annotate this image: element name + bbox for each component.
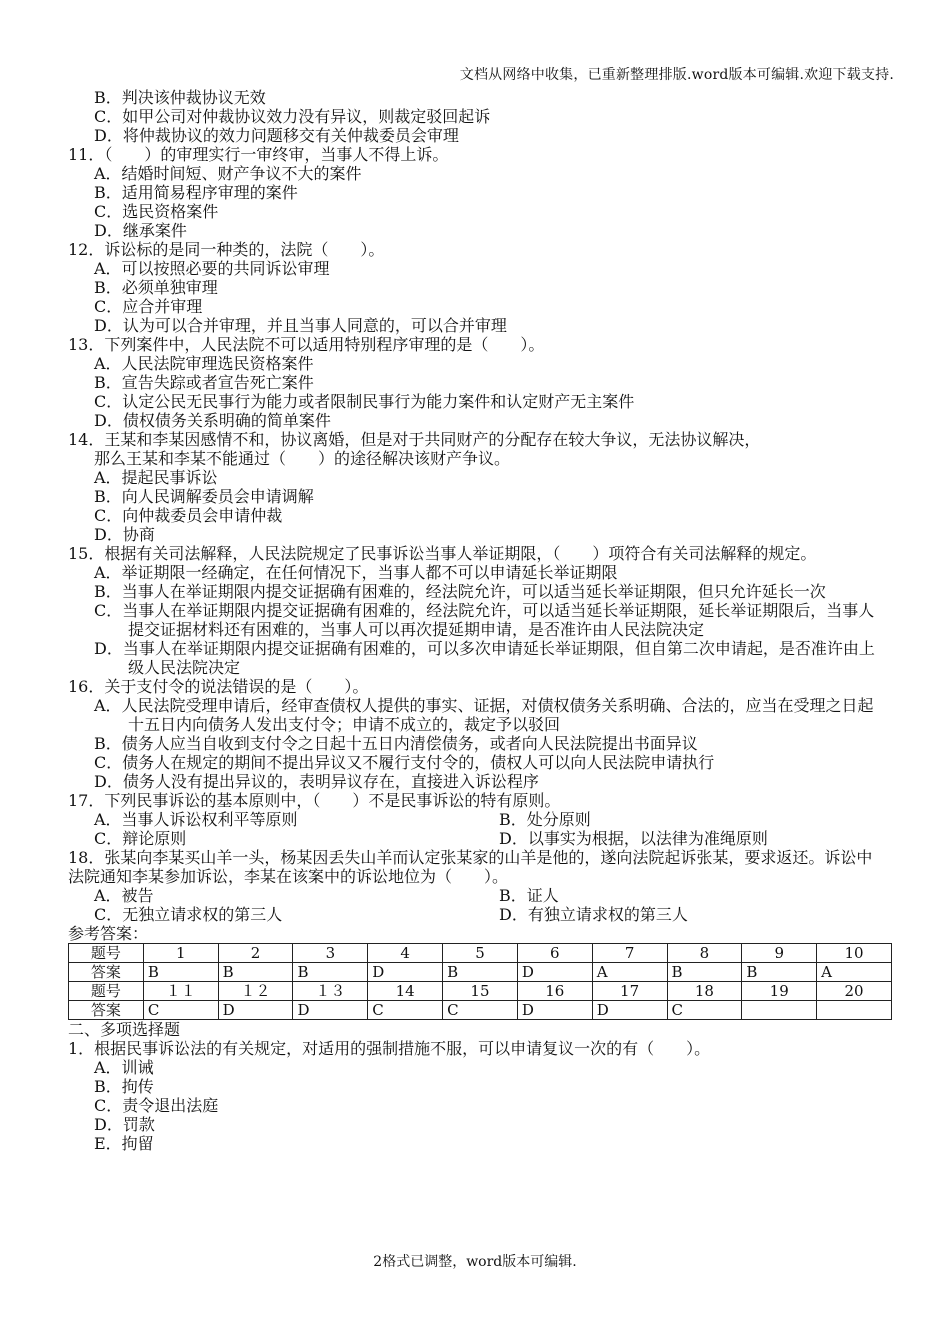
table-cell: 7 xyxy=(592,944,667,963)
table-cell: C xyxy=(368,1001,443,1020)
question-16: 16．关于支付令的说法错误的是（ ）。 xyxy=(68,677,369,696)
header-note: 文档从网络中收集，已重新整理排版.word版本可编辑.欢迎下载支持. xyxy=(459,67,894,83)
table-row xyxy=(69,982,892,1001)
list-item: D．罚款 xyxy=(94,1115,155,1134)
list-item: D．债务人没有提出异议的，表明异议存在，直接进入诉讼程序 xyxy=(94,772,539,791)
table-cell: A xyxy=(817,963,892,982)
table-cell: B xyxy=(443,963,518,982)
table-cell: 4 xyxy=(368,944,443,963)
table-cell: D xyxy=(517,963,592,982)
table-cell: 8 xyxy=(667,944,742,963)
list-item: D．继承案件 xyxy=(94,221,187,240)
table-cell: B xyxy=(742,963,817,982)
options-row xyxy=(68,905,888,924)
table-cell: B xyxy=(293,963,368,982)
answer-table xyxy=(68,943,892,1020)
table-cell: 9 xyxy=(742,944,817,963)
table-cell: １３ xyxy=(293,982,368,1001)
list-item: C．当事人在举证期限内提交证据确有困难的，经法院允许，可以适当延长举证期限，延长举证期限后，当事人提交证据材料还有困难的，当事人可以再次提延期申请，是否准许由人民法院决定 xyxy=(94,601,875,639)
table-cell: １２ xyxy=(218,982,293,1001)
table-cell: 题号 xyxy=(69,944,144,963)
table-row xyxy=(69,944,892,963)
table-cell xyxy=(742,1001,817,1020)
table-cell: A xyxy=(592,963,667,982)
list-item: C．债务人在规定的期间不提出异议又不履行支付令的，债权人可以向人民法院申请执行 xyxy=(94,753,715,772)
list-item: B．当事人在举证期限内提交证据确有困难的，经法院允许，可以适当延长举证期限，但只允许延长一次 xyxy=(94,582,826,601)
list-item: C．选民资格案件 xyxy=(94,202,219,221)
document-body xyxy=(68,88,888,1153)
table-cell: B xyxy=(143,963,218,982)
list-item: D．将仲裁协议的效力问题移交有关仲裁委员会审理 xyxy=(94,126,459,145)
table-cell: D xyxy=(368,963,443,982)
list-item: E．拘留 xyxy=(94,1134,154,1153)
table-row xyxy=(69,1001,892,1020)
table-cell: 18 xyxy=(667,982,742,1001)
list-item: C．应合并审理 xyxy=(94,297,203,316)
table-cell: D xyxy=(293,1001,368,1020)
list-item: D．认为可以合并审理，并且当事人同意的，可以合并审理 xyxy=(94,316,507,335)
table-cell: 3 xyxy=(293,944,368,963)
question-14-cont: 那么王某和李某不能通过（ ）的途径解决该财产争议。 xyxy=(94,449,511,468)
list-item: D．有独立请求权的第三人 xyxy=(499,905,688,924)
table-cell: 2 xyxy=(218,944,293,963)
question-17: 17．下列民事诉讼的基本原则中，（ ）不是民事诉讼的特有原则。 xyxy=(68,791,561,810)
list-item: A．提起民事诉讼 xyxy=(94,468,218,487)
list-item: A．结婚时间短、财产争议不大的案件 xyxy=(94,164,362,183)
table-cell: 答案 xyxy=(69,963,144,982)
list-item: D．以事实为根据，以法律为准绳原则 xyxy=(499,829,768,848)
table-cell: 答案 xyxy=(69,1001,144,1020)
table-cell: 10 xyxy=(817,944,892,963)
table-cell: 5 xyxy=(443,944,518,963)
list-item: A．训诫 xyxy=(94,1058,154,1077)
question-11: 11．（ ）的审理实行一审终审，当事人不得上诉。 xyxy=(68,145,449,164)
list-item: B．证人 xyxy=(499,886,559,905)
list-item: B．处分原则 xyxy=(499,810,591,829)
options-row xyxy=(68,886,888,905)
table-cell: 16 xyxy=(517,982,592,1001)
table-cell: 题号 xyxy=(69,982,144,1001)
question-14: 14．王某和李某因感情不和，协议离婚，但是对于共同财产的分配存在较大争议，无法协议解决， xyxy=(68,430,761,449)
list-item: B．向人民调解委员会申请调解 xyxy=(94,487,314,506)
list-item: D．债权债务关系明确的简单案件 xyxy=(94,411,331,430)
footer-note: 2格式已调整，word版本可编辑. xyxy=(373,1254,577,1270)
answers-label: 参考答案： xyxy=(68,924,149,943)
table-cell: 19 xyxy=(742,982,817,1001)
table-cell: 1 xyxy=(143,944,218,963)
table-cell: B xyxy=(218,963,293,982)
list-item: B．债务人应当自收到支付令之日起十五日内清偿债务，或者向人民法院提出书面异议 xyxy=(94,734,698,753)
table-cell: C xyxy=(667,1001,742,1020)
list-item: B．适用简易程序审理的案件 xyxy=(94,183,298,202)
table-cell: 14 xyxy=(368,982,443,1001)
list-item: A．当事人诉讼权利平等原则 xyxy=(94,810,298,829)
list-item: C．认定公民无民事行为能力或者限制民事行为能力案件和认定财产无主案件 xyxy=(94,392,635,411)
list-item: C．如甲公司对仲裁协议效力没有异议，则裁定驳回起诉 xyxy=(94,107,491,126)
table-cell: D xyxy=(218,1001,293,1020)
table-cell: 6 xyxy=(517,944,592,963)
table-cell: C xyxy=(143,1001,218,1020)
list-item: B．判决该仲裁协议无效 xyxy=(94,88,266,107)
list-item: A．人民法院审理选民资格案件 xyxy=(94,354,314,373)
table-cell: １１ xyxy=(143,982,218,1001)
list-item: C．无独立请求权的第三人 xyxy=(94,905,283,924)
question-13: 13．下列案件中，人民法院不可以适用特别程序审理的是（ ）。 xyxy=(68,335,545,354)
table-cell xyxy=(817,1001,892,1020)
options-row xyxy=(68,829,888,848)
question-15: 15．根据有关司法解释，人民法院规定了民事诉讼当事人举证期限，（ ）项符合有关司法解释的规定。 xyxy=(68,544,817,563)
list-item: A．举证期限一经确定，在任何情况下，当事人都不可以申请延长举证期限 xyxy=(94,563,618,582)
list-item: C．责令退出法庭 xyxy=(94,1096,219,1115)
list-item: B．必须单独审理 xyxy=(94,278,218,297)
list-item: B．宣告失踪或者宣告死亡案件 xyxy=(94,373,314,392)
list-item: A．可以按照必要的共同诉讼审理 xyxy=(94,259,330,278)
list-item: A．被告 xyxy=(94,886,154,905)
question-18: 18．张某向李某买山羊一头，杨某因丢失山羊而认定张某家的山羊是他的，遂向法院起诉张某，要求返还。诉讼中法院通知李某参加诉讼，李某在该案中的诉讼地位为（ ）。 xyxy=(68,848,873,886)
list-item: C．向仲裁委员会申请仲裁 xyxy=(94,506,283,525)
table-cell: D xyxy=(517,1001,592,1020)
list-item: D．当事人在举证期限内提交证据确有困难的，可以多次申请延长举证期限，但自第二次申请起，是否准许由上级人民法院决定 xyxy=(94,639,875,677)
list-item: D．协商 xyxy=(94,525,155,544)
table-cell: B xyxy=(667,963,742,982)
table-row xyxy=(69,963,892,982)
section-title: 二、多项选择题 xyxy=(68,1020,181,1039)
question-multi-1: 1．根据民事诉讼法的有关规定，对适用的强制措施不服，可以申请复议一次的有（ ）。 xyxy=(68,1039,711,1058)
list-item: A．人民法院受理申请后，经审查债权人提供的事实、证据，对债权债务关系明确、合法的，应当在受理之日起十五日内向债务人发出支付令；申请不成立的，裁定予以驳回 xyxy=(94,696,874,734)
list-item: B．拘传 xyxy=(94,1077,154,1096)
table-cell: 15 xyxy=(443,982,518,1001)
table-cell: 20 xyxy=(817,982,892,1001)
question-12: 12．诉讼标的是同一种类的，法院（ ）。 xyxy=(68,240,385,259)
options-row xyxy=(68,810,888,829)
table-cell: D xyxy=(592,1001,667,1020)
table-cell: C xyxy=(443,1001,518,1020)
table-cell: 17 xyxy=(592,982,667,1001)
list-item: C．辩论原则 xyxy=(94,829,187,848)
